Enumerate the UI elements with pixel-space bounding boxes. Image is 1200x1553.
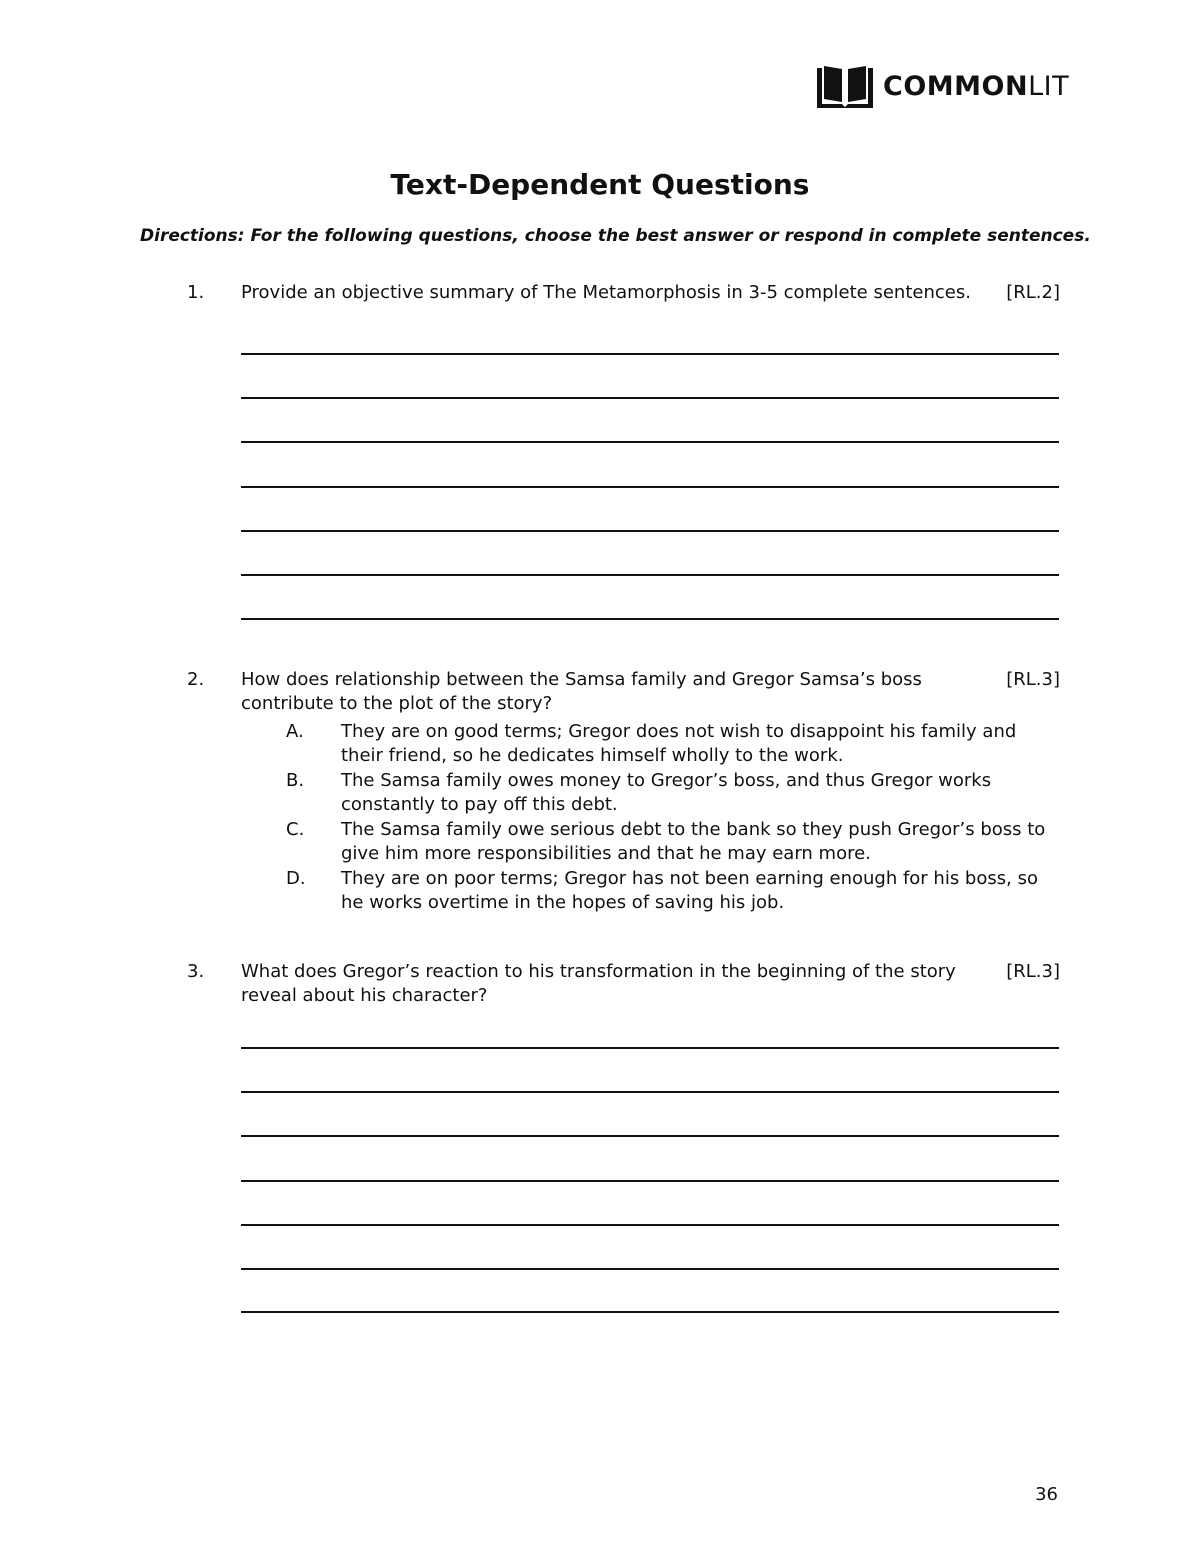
- option-letter: B.: [286, 770, 305, 791]
- answer-line[interactable]: [241, 1091, 1059, 1093]
- option-letter: A.: [286, 721, 304, 742]
- question-text: What does Gregor’s reaction to his transformation in the beginning of the story reveal about his character?: [241, 961, 956, 1006]
- answer-line[interactable]: [241, 1311, 1059, 1313]
- option-text: They are on good terms; Gregor does not wish to disappoint his family and their friend, so he dedicates himself wholly to the work.: [341, 721, 1017, 766]
- answer-line[interactable]: [241, 397, 1059, 399]
- answer-line[interactable]: [241, 1047, 1059, 1049]
- logo-text-bold: COMMON: [883, 71, 1029, 102]
- directions: Directions: For the following questions, choose the best answer or respond in complete sentences.: [140, 226, 1091, 246]
- answer-line[interactable]: [241, 1224, 1059, 1226]
- answer-line[interactable]: [241, 530, 1059, 532]
- question-number: 1.: [187, 282, 205, 303]
- page-number: 36: [1035, 1484, 1058, 1505]
- question-standard: [RL.2]: [1006, 282, 1060, 303]
- option-letter: C.: [286, 819, 305, 840]
- answer-line[interactable]: [241, 1135, 1059, 1137]
- open-book-icon: [817, 66, 873, 108]
- question-number: 3.: [187, 961, 205, 982]
- answer-line[interactable]: [241, 574, 1059, 576]
- logo-wordmark: [883, 65, 1069, 109]
- option-text: The Samsa family owes money to Gregor’s boss, and thus Gregor works constantly to pay off this debt.: [341, 770, 992, 815]
- answer-line[interactable]: [241, 1180, 1059, 1182]
- commonlit-logo: [817, 65, 1069, 109]
- option-text: The Samsa family owe serious debt to the bank so they push Gregor’s boss to give him more responsibilities and that he may earn more.: [341, 819, 1046, 864]
- answer-line[interactable]: [241, 618, 1059, 620]
- question-standard: [RL.3]: [1006, 669, 1060, 690]
- option-letter: D.: [286, 868, 306, 889]
- page-title: Text-Dependent Questions: [390, 168, 810, 201]
- answer-line[interactable]: [241, 486, 1059, 488]
- question-text: How does relationship between the Samsa family and Gregor Samsa’s boss contribute to the plot of the story?: [241, 669, 922, 714]
- option-text: They are on poor terms; Gregor has not been earning enough for his boss, so he works overtime in the hopes of saving his job.: [341, 868, 1038, 913]
- question-text: Provide an objective summary of The Metamorphosis in 3-5 complete sentences.: [241, 282, 971, 303]
- logo-text-light: LIT: [1028, 71, 1070, 102]
- question-number: 2.: [187, 669, 205, 690]
- question-standard: [RL.3]: [1006, 961, 1060, 982]
- answer-line[interactable]: [241, 1268, 1059, 1270]
- answer-line[interactable]: [241, 441, 1059, 443]
- answer-line[interactable]: [241, 353, 1059, 355]
